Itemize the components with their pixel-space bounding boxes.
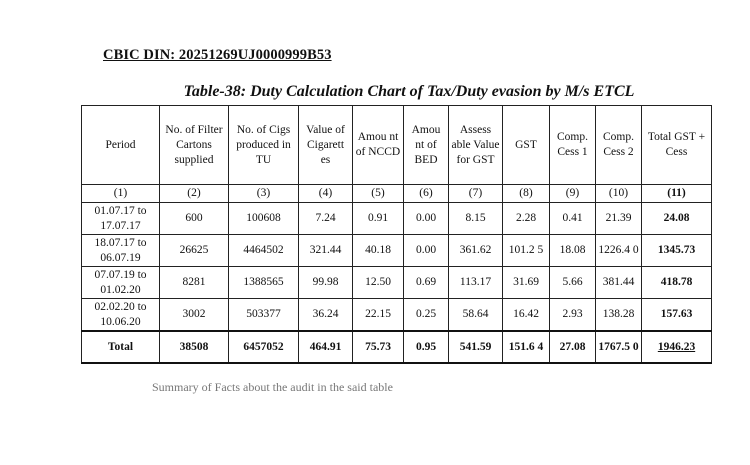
table-cell: 600	[160, 203, 229, 235]
header-assessable-value: Assess able Value for GST	[449, 106, 503, 185]
total-cell: 0.95	[404, 331, 449, 363]
table-cell: 21.39	[596, 203, 642, 235]
table-title: Table-38: Duty Calculation Chart of Tax/Duty evasion by M/s ETCL	[183, 83, 635, 100]
row-total-cell: 157.63	[642, 299, 712, 332]
table-cell: 503377	[229, 299, 299, 332]
table-cell: 26625	[160, 235, 229, 267]
table-row	[82, 235, 712, 267]
header-total-gst-cess: Total GST + Cess	[642, 106, 712, 185]
table-cell: 5.66	[550, 267, 596, 299]
column-number-row	[82, 185, 712, 203]
row-total-cell: 418.78	[642, 267, 712, 299]
table-cell: 12.50	[353, 267, 404, 299]
table-cell: 0.41	[550, 203, 596, 235]
table-cell: 113.17	[449, 267, 503, 299]
period-cell: 18.07.17 to 06.07.19	[82, 235, 160, 267]
table-cell: 31.69	[503, 267, 550, 299]
table-cell: 100608	[229, 203, 299, 235]
cbic-din: CBIC DIN: 20251269UJ0000999B53	[103, 47, 332, 63]
row-total-cell: 1345.73	[642, 235, 712, 267]
header-gst: GST	[503, 106, 550, 185]
table-cell: 18.08	[550, 235, 596, 267]
table-cell: 8.15	[449, 203, 503, 235]
table-cell: 1226.4 0	[596, 235, 642, 267]
col-number: (8)	[503, 185, 550, 203]
table-cell: 3002	[160, 299, 229, 332]
col-number: (4)	[299, 185, 353, 203]
header-comp-cess-1: Comp. Cess 1	[550, 106, 596, 185]
col-number: (6)	[404, 185, 449, 203]
header-nccd: Amou nt of NCCD	[353, 106, 404, 185]
truncated-paragraph	[152, 378, 452, 394]
total-cell: 75.73	[353, 331, 404, 363]
table-cell: 99.98	[299, 267, 353, 299]
table-cell: 16.42	[503, 299, 550, 332]
table-cell: 58.64	[449, 299, 503, 332]
header-period: Period	[82, 106, 160, 185]
table-cell: 0.91	[353, 203, 404, 235]
period-cell: 07.07.19 to 01.02.20	[82, 267, 160, 299]
table-cell: 0.69	[404, 267, 449, 299]
table-cell: 0.25	[404, 299, 449, 332]
table-cell: 321.44	[299, 235, 353, 267]
table-cell: 101.2 5	[503, 235, 550, 267]
table-header-row	[82, 106, 712, 185]
grand-total-value: 1946.23	[657, 340, 696, 353]
table-cell: 8281	[160, 267, 229, 299]
table-cell: 2.93	[550, 299, 596, 332]
col-number: (1)	[82, 185, 160, 203]
table-cell: 7.24	[299, 203, 353, 235]
table-row	[82, 299, 712, 332]
table-row	[82, 267, 712, 299]
col-number: (7)	[449, 185, 503, 203]
col-number: (2)	[160, 185, 229, 203]
table-cell: 381.44	[596, 267, 642, 299]
table-cell: 1388565	[229, 267, 299, 299]
col-number: (3)	[229, 185, 299, 203]
table-row	[82, 203, 712, 235]
table-cell: 0.00	[404, 203, 449, 235]
total-cell: 38508	[160, 331, 229, 363]
col-number: (11)	[642, 185, 712, 203]
header-bed: Amou nt of BED	[404, 106, 449, 185]
table-cell: 22.15	[353, 299, 404, 332]
total-cell: 151.6 4	[503, 331, 550, 363]
row-total-cell: 24.08	[642, 203, 712, 235]
total-cell: 541.59	[449, 331, 503, 363]
col-number: (9)	[550, 185, 596, 203]
total-cell: 1767.5 0	[596, 331, 642, 363]
table-cell: 40.18	[353, 235, 404, 267]
table-cell: 4464502	[229, 235, 299, 267]
col-number: (10)	[596, 185, 642, 203]
header-filter-cartons: No. of Filter Cartons supplied	[160, 106, 229, 185]
period-cell: 02.02.20 to 10.06.20	[82, 299, 160, 332]
total-row	[82, 331, 712, 363]
total-cell: 464.91	[299, 331, 353, 363]
truncated-paragraph-text: Summary of Facts about the audit in the said table	[152, 380, 393, 394]
period-cell: 01.07.17 to 17.07.17	[82, 203, 160, 235]
header-value-cigarettes: Value of Cigarett es	[299, 106, 353, 185]
total-cell: 6457052	[229, 331, 299, 363]
table-cell: 138.28	[596, 299, 642, 332]
col-number: (5)	[353, 185, 404, 203]
duty-calculation-table	[81, 105, 712, 364]
table-cell: 36.24	[299, 299, 353, 332]
total-cell: 27.08	[550, 331, 596, 363]
grand-total-cell	[642, 331, 712, 363]
table-cell: 361.62	[449, 235, 503, 267]
table-cell: 0.00	[404, 235, 449, 267]
table-cell: 2.28	[503, 203, 550, 235]
header-comp-cess-2: Comp. Cess 2	[596, 106, 642, 185]
header-cigs-produced: No. of Cigs produced in TU	[229, 106, 299, 185]
total-label: Total	[82, 331, 160, 363]
